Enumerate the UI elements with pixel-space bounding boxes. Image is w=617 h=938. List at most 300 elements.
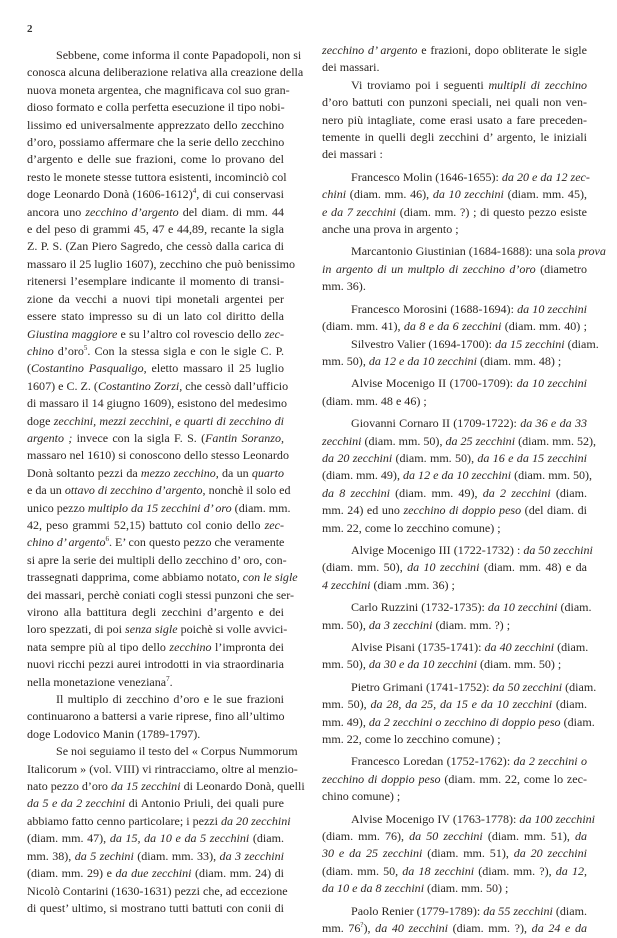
text-line [27, 378, 289, 395]
italic-text: mezzo zecchino, [140, 465, 219, 480]
text-run: (diam. mm. 48 e 46) ; [322, 393, 427, 408]
italic-text: Costantino Zorzi [97, 378, 180, 393]
text-run: (diam. mm. 46), [346, 187, 433, 202]
italic-text: 4 zecchini [322, 577, 371, 592]
text-line [322, 112, 587, 129]
text-run: (diametro [535, 261, 587, 276]
text-run: l’impronta dei [211, 639, 285, 654]
text-run: Donà soltanto pezzi da [27, 465, 141, 480]
text-run: (diam .mm. 36) ; [370, 577, 455, 592]
text-line [27, 256, 295, 273]
italic-text: zecchini [322, 433, 362, 448]
text-line [322, 353, 587, 370]
italic-text: prova [578, 244, 606, 259]
text-run: Francesco Molin (1646-1655): [351, 169, 502, 184]
text-run: essere stato impresso su di un lato col diritto della [27, 309, 284, 324]
text-run: Italicorum » (vol. VIII) vi rintracciamo, oltre al menzio- [27, 761, 298, 776]
italic-text: in argento di un multplo di zecchino d’oro [322, 261, 536, 276]
text-line [27, 204, 284, 221]
text-run: Alvise Pisani (1735-1741): [351, 640, 485, 654]
text-line [322, 278, 587, 295]
italic-text: da 100 zecchini [519, 811, 596, 826]
text-line [322, 485, 587, 502]
footnote-ref: 5 [83, 343, 88, 352]
italic-text: chino d’ argento [27, 535, 106, 550]
text-run: (diam. [560, 714, 595, 729]
italic-text: da 5 e da 2 zecchini [27, 796, 126, 811]
text-line [322, 433, 597, 450]
text-run: (diam. mm. 50), [511, 468, 593, 483]
text-line [322, 599, 592, 616]
italic-text: da 20 e da 12 zec- [501, 169, 590, 184]
text-line [322, 318, 587, 335]
text-run: , eletto massaro il 25 luglio [143, 361, 284, 376]
italic-text: da 3 zecchini [219, 848, 284, 863]
text-line [322, 542, 593, 559]
text-line [27, 674, 284, 691]
text-line [27, 134, 284, 151]
italic-text: da 10 zecchini [487, 600, 558, 615]
text-line [322, 811, 596, 828]
text-run: (diam. mm. 24) di [191, 866, 284, 881]
text-line [27, 447, 289, 464]
right-column [322, 42, 606, 938]
text-line [322, 129, 587, 146]
text-run: (diam. [554, 640, 589, 654]
text-run: Sebbene, come informa il conte Papadopoli, non si [56, 48, 302, 62]
text-run: Alvige Mocenigo III (1722-1732) : [351, 542, 524, 557]
text-line [27, 82, 290, 99]
text-line [27, 865, 284, 882]
italic-text: senza sigle [125, 622, 178, 637]
text-run: mm. 22, come lo zecchino comune) ; [322, 732, 501, 747]
text-run: (diam. mm. ?) ; di questo pezzo esiste [396, 204, 587, 219]
text-run: (diam. mm. 51), [422, 846, 514, 861]
text-line [27, 604, 284, 621]
text-run: Francesco Loredan (1752-1762): [351, 754, 514, 769]
italic-text: da 10 zecchini [432, 187, 504, 202]
text-run: dei massari, perchè coniati cogli stessi punzoni che ser- [27, 587, 295, 602]
text-line [322, 617, 587, 634]
text-run: , di cui conservasi [196, 187, 284, 202]
italic-text: da 15, da 10 e da 5 zecchini [109, 831, 250, 846]
text-run: Se noi seguiamo il testo del « Corpus Nummorum [56, 744, 298, 759]
text-line [27, 639, 284, 656]
text-line [27, 360, 284, 377]
text-run: unico pezzo [27, 500, 88, 515]
text-run: Paolo Renier (1779-1789): [351, 903, 484, 918]
text-line [27, 517, 284, 534]
italic-text: da 8 e da 6 zecchini [403, 319, 502, 334]
text-run: continuarono a battersi a varie riprese, fino all’ultimo [27, 709, 285, 724]
text-run: (diam. mm. 47), [27, 831, 110, 846]
text-run: d’oro, possiamo affermare che la serie dello zecchino [27, 135, 285, 150]
text-run: (diam. mm. 50), [361, 433, 446, 448]
text-run: mm. 50), [322, 353, 369, 368]
text-run: e su l’altro col rovescio dello [117, 326, 265, 341]
text-run: trassegnati dapprima, come abbiamo notato, [27, 570, 243, 585]
text-run: (diam. mm. 29) e [27, 866, 116, 881]
italic-text: argento ; [27, 430, 73, 445]
text-run: temente in quelli degli zecchini d’ argento, le iniziali [322, 130, 587, 145]
italic-text: ottavo di zecchino d’argento [64, 483, 203, 498]
text-line [322, 186, 587, 203]
text-run: da un [218, 465, 252, 480]
italic-text: da 55 zecchini [483, 903, 553, 918]
text-line [322, 788, 587, 805]
text-run: (diam. mm. 50), [392, 450, 478, 465]
footnote-ref: ? [360, 921, 364, 930]
text-run: massaro il 25 luglio 1607), zecchino che può benissimo [27, 256, 295, 271]
text-line [322, 639, 587, 656]
italic-text: da 15 zecchini [495, 336, 565, 351]
text-run: doge [27, 413, 54, 428]
text-line [322, 146, 587, 163]
text-run: (diam. [550, 485, 587, 500]
text-line [27, 482, 291, 499]
italic-text: zec- [264, 326, 284, 341]
italic-text: zecchino d’argento [85, 204, 179, 219]
text-run: (diam. [564, 336, 599, 351]
text-run: (diam. mm. 51), [482, 829, 575, 844]
text-run: . [169, 674, 173, 689]
text-line [322, 863, 587, 880]
text-run: del diam. di mm. 44 [178, 204, 284, 219]
text-run: Carlo Ruzzini (1732-1735): [351, 600, 488, 615]
text-run: dioso formato e colla perfetta esecuzione il tipo nobi- [27, 100, 285, 115]
text-run: nero più intagliate, come erasi usato a fare preceden- [322, 112, 587, 127]
text-run: Alvise Mocenigo IV (1763-1778): [351, 811, 520, 826]
text-run: anche una prova in argento ; [322, 222, 459, 237]
italic-text: da 10 zecchini [517, 301, 587, 316]
text-line [27, 117, 284, 134]
text-line [322, 59, 587, 76]
text-run: nato pezzo d’oro [27, 779, 111, 794]
footnote-ref: 4 [192, 187, 197, 196]
text-line [27, 308, 284, 325]
text-run: zione da vecchi a nuovi tipi monetali argentei per [27, 291, 284, 306]
text-run: Vi troviamo poi i seguenti [351, 77, 489, 92]
text-line [322, 559, 587, 576]
italic-text: da 2 zecchini o zecchino di doppio peso [368, 714, 561, 729]
text-run: abbiamo fatto cenno particolare; i pezzi [27, 813, 221, 828]
italic-text: da 12 e da 10 zecchini [368, 353, 477, 368]
text-line [322, 771, 587, 788]
text-line [27, 465, 284, 482]
text-line [322, 828, 587, 845]
text-line [322, 77, 587, 94]
italic-text: zecchini, mezzi zecchini, e quarti di zecchino di [53, 413, 284, 428]
text-line [27, 708, 284, 725]
text-run: chino comune) ; [322, 789, 401, 804]
text-line [27, 691, 284, 708]
text-run: doge Lodovico Manin (1789-1797). [27, 726, 201, 741]
text-run: resto le monete stesse tuttora esistenti, incominciò col [27, 169, 287, 184]
text-line [322, 753, 587, 770]
text-line [322, 880, 587, 897]
text-line [27, 621, 288, 638]
italic-text: zecchino di doppio peso [322, 771, 441, 786]
text-run: poichè si volle avvici- [177, 622, 288, 637]
italic-text: multipli di zecchino [488, 77, 587, 92]
text-run: d’oro battuti con punzoni speciali, nei quali non ven- [322, 95, 587, 110]
text-run: . E’ con questo pezzo che veramente [109, 535, 285, 550]
text-run: (diam. [557, 600, 592, 615]
text-line [322, 393, 587, 410]
text-run: , che cessò dall’ufficio [179, 378, 289, 393]
italic-text: da 15 zecchini [110, 779, 181, 794]
text-run: invece con la sigla F. S. ( [72, 430, 206, 445]
text-line [322, 577, 587, 594]
text-line [27, 813, 291, 830]
text-line [27, 795, 284, 812]
text-line [27, 830, 284, 847]
text-run: e da un [27, 483, 65, 498]
text-line [322, 467, 593, 484]
italic-text: da 30 e da 10 zecchini [368, 657, 477, 672]
italic-text: da 10 zecchini [407, 560, 480, 575]
italic-text: da 24 e da [531, 921, 588, 936]
text-run: (diam. [552, 697, 587, 712]
italic-text: zecchino d’ argento [322, 43, 418, 57]
text-line [27, 534, 284, 551]
text-run: mm. 76 [322, 921, 361, 936]
text-line [27, 169, 287, 186]
text-run: (diam. mm. 40) ; [501, 319, 587, 334]
text-run: e frazioni, dopo obliterate le sigle [417, 43, 587, 57]
italic-text: da 8 zecchini [322, 485, 390, 500]
italic-text: da 50 zecchini [409, 829, 483, 844]
text-run: (diam. mm. [231, 500, 291, 515]
text-run: mm. 50), [322, 697, 371, 712]
text-run: Il multiplo di zecchino d’oro e le sue frazioni [56, 692, 284, 707]
text-line [322, 731, 587, 748]
text-run: di quest’ ultimo, si mostrano tutti battuti con conii di [27, 900, 284, 915]
italic-text: da 16 e da 15 zecchini [477, 450, 587, 465]
footnote-ref: 6 [105, 535, 110, 544]
text-run: dei massari : [322, 147, 383, 162]
text-run: (diam. [552, 903, 587, 918]
italic-text: chini [322, 187, 347, 202]
text-line [322, 243, 606, 260]
italic-text: da 18 zecchini [402, 863, 475, 878]
text-run: (diam. mm. 22, come lo zec- [440, 771, 587, 786]
text-line [322, 221, 587, 238]
text-run: Francesco Morosini (1688-1694): [351, 301, 518, 316]
text-run: virono alla battitura degli zecchini d’argento e dei [27, 605, 284, 619]
text-line [27, 743, 298, 760]
italic-text: da [574, 829, 587, 844]
text-run: Silvestro Valier (1694-1700): [351, 336, 495, 351]
italic-text: da 10 zecchini [516, 376, 587, 391]
italic-text: da 50 zecchini [523, 542, 593, 557]
text-run: (diam. mm. 52), [515, 433, 597, 448]
footnote-ref: 7 [166, 674, 170, 683]
text-line [27, 500, 291, 517]
italic-text: da 50 zecchini [492, 679, 563, 694]
text-line [322, 301, 587, 318]
text-run: (diam. mm. 48) ; [476, 353, 562, 368]
text-run: ancora uno [27, 204, 86, 219]
left-column [27, 47, 305, 917]
italic-text: zecchino di doppio peso [403, 503, 522, 518]
page-number: 2 [27, 23, 33, 35]
italic-text: chino [27, 343, 54, 358]
italic-text: da 28, da 25, da 15 e da 10 zecchini [370, 697, 553, 712]
text-run: (diam. mm. 50, [322, 863, 403, 878]
text-run: mm. 50), [322, 617, 369, 632]
italic-text: da 2 zecchini [482, 485, 551, 500]
italic-text: da 20 zecchini [322, 450, 393, 465]
italic-text: da 25 zecchini [445, 433, 516, 448]
text-line [27, 238, 284, 255]
text-run: d’oro [53, 343, 84, 358]
text-run: mm. 38), [27, 848, 75, 863]
text-run: (diam. mm. 76), [322, 829, 410, 844]
italic-text: da 20 zecchini [513, 846, 587, 861]
italic-text: da 20 zecchini [221, 813, 291, 828]
text-line [27, 883, 288, 900]
text-line [322, 903, 587, 920]
text-line [27, 395, 287, 412]
text-line [322, 520, 587, 537]
italic-text: quarto [251, 465, 284, 480]
text-run: loro spezzati, di poi [27, 622, 126, 637]
text-line [27, 761, 298, 778]
text-run: Z. P. S. (Zan Piero Sagredo, che cessò dalla carica di [27, 239, 284, 254]
italic-text: da 2 zecchini o [513, 754, 587, 769]
italic-text: Fantin Soranzo, [205, 430, 284, 445]
italic-text: multiplo da 15 zecchini d’ oro [87, 500, 232, 515]
text-run: (diam. mm. 50) ; [476, 657, 562, 672]
text-line [322, 375, 587, 392]
text-line [322, 656, 587, 673]
text-run: (diam. mm. 45), [503, 187, 587, 202]
text-line [27, 64, 304, 81]
text-line [322, 169, 590, 186]
text-run: si apre la serie dei multipli dello zecchino d’ oro, con- [27, 552, 287, 567]
text-run: nata sempre più al tipo dello [27, 639, 170, 654]
text-line [322, 94, 587, 111]
text-run: di Leonardo Donà, quelli [180, 779, 305, 794]
text-run: d’argento e delle sue frazioni, come lo provano del [27, 152, 284, 167]
italic-text: Costantino Pasqualigo [31, 361, 144, 376]
text-line [27, 47, 302, 64]
text-run: Alvise Mocenigo II (1700-1709): [351, 376, 517, 391]
text-run: di massaro il 14 giugno 1609), esistono del medesimo [27, 396, 287, 411]
text-run: doge Leonardo Donà (1606-1612) [27, 187, 193, 202]
italic-text: da 12 e da 10 zecchini [402, 468, 512, 483]
text-line [27, 343, 284, 360]
text-line [322, 415, 587, 432]
italic-text: con le sigle [242, 570, 298, 585]
italic-text: zecchino [169, 639, 212, 654]
text-run: lissimo ed universalmente apprezzato dello zecchino [27, 117, 284, 132]
text-line [27, 552, 287, 569]
text-run: (diam. mm. ?) ; [432, 617, 511, 632]
italic-text: da 5 zechini [74, 848, 134, 863]
text-line [322, 696, 587, 713]
text-run: Giovanni Cornaro II (1709-1722): [351, 416, 521, 431]
text-line [322, 679, 597, 696]
text-run: (diam. [249, 831, 284, 846]
text-run: mm. 24) ed uno [322, 503, 404, 518]
text-run: 42, peso grammi 52,15) battuto col conio dello [27, 517, 265, 532]
text-run: ritenersi l’esemplare indicante il momento di transi- [27, 274, 284, 289]
text-run: . Con la stessa sigla e con le sigle C. P. [87, 343, 285, 358]
text-run: conosca alcuna deliberazione relativa alla creazione della [27, 65, 304, 80]
text-line [322, 450, 587, 467]
text-line [27, 848, 284, 865]
text-run: ), [363, 921, 376, 936]
italic-text: zec- [264, 517, 284, 532]
text-line [27, 726, 284, 743]
text-run: (diam. mm. 41), [322, 319, 404, 334]
text-run: (diam. mm. 50), [322, 560, 408, 575]
text-line [27, 221, 284, 238]
text-line [27, 656, 284, 673]
text-run: (diam. mm. 48) e da [479, 560, 587, 575]
text-run: (diam. mm. 50) ; [424, 881, 509, 896]
text-run: ( [27, 361, 32, 376]
text-run: Nicolò Contarini (1630-1631) pezzi che, ad eccezione [27, 883, 288, 898]
text-line [27, 430, 284, 447]
text-run: Pietro Grimani (1741-1752): [351, 679, 493, 694]
text-run: (diam. mm. 49), [389, 485, 483, 500]
text-run: mm. 50), [322, 657, 369, 672]
text-line [322, 261, 587, 278]
italic-text: da 12, [555, 863, 588, 878]
text-line [27, 186, 284, 203]
italic-text: da 36 e da 33 [520, 416, 587, 431]
text-run: mm. 36). [322, 279, 366, 294]
text-line [322, 42, 587, 59]
italic-text: da 3 zecchini [368, 617, 433, 632]
text-line [27, 291, 284, 308]
italic-text: da 10 e da 8 zecchini [322, 881, 425, 896]
italic-text: Giustina maggiore [27, 326, 118, 341]
text-run: e del peso di grammi 45, 47 e 44,89, recante la sigla [27, 222, 284, 237]
italic-text: da 40 zecchini [375, 921, 448, 936]
text-run: (diam. [562, 679, 597, 694]
text-run: mm. 22, come lo zecchino comune) ; [322, 520, 501, 535]
text-run: Marcantonio Giustinian (1684-1688): una sola [351, 244, 579, 259]
text-run: dei massari. [322, 60, 380, 75]
italic-text: da 40 zecchini [484, 640, 555, 654]
text-line [322, 714, 595, 731]
italic-text: e da 7 zecchini [322, 204, 397, 219]
text-run: nella monetazione veneziana [27, 674, 167, 689]
text-line [322, 502, 587, 519]
italic-text: 30 e da 25 zecchini [322, 846, 423, 861]
text-line [27, 413, 284, 430]
text-line [27, 326, 284, 343]
text-run: di Antonio Priuli, dei quali pure [125, 796, 284, 811]
text-run: (del diam. di [521, 503, 587, 518]
text-run: (diam. mm. 49), [322, 468, 403, 483]
text-run: 1607) e C. Z. ( [27, 378, 98, 393]
text-run: , nonchè il solo ed [202, 483, 291, 498]
text-line [27, 587, 295, 604]
text-line [322, 336, 599, 353]
text-run: nuova moneta argentea, che magnificava col suo gran- [27, 82, 290, 97]
text-line [27, 273, 284, 290]
text-line [27, 900, 284, 917]
text-run: nuovi ricchi pezzi aurei introdotti in via straordinaria [27, 657, 284, 672]
italic-text: da due zecchini [115, 866, 192, 881]
text-line [27, 99, 284, 116]
text-line [27, 151, 284, 168]
